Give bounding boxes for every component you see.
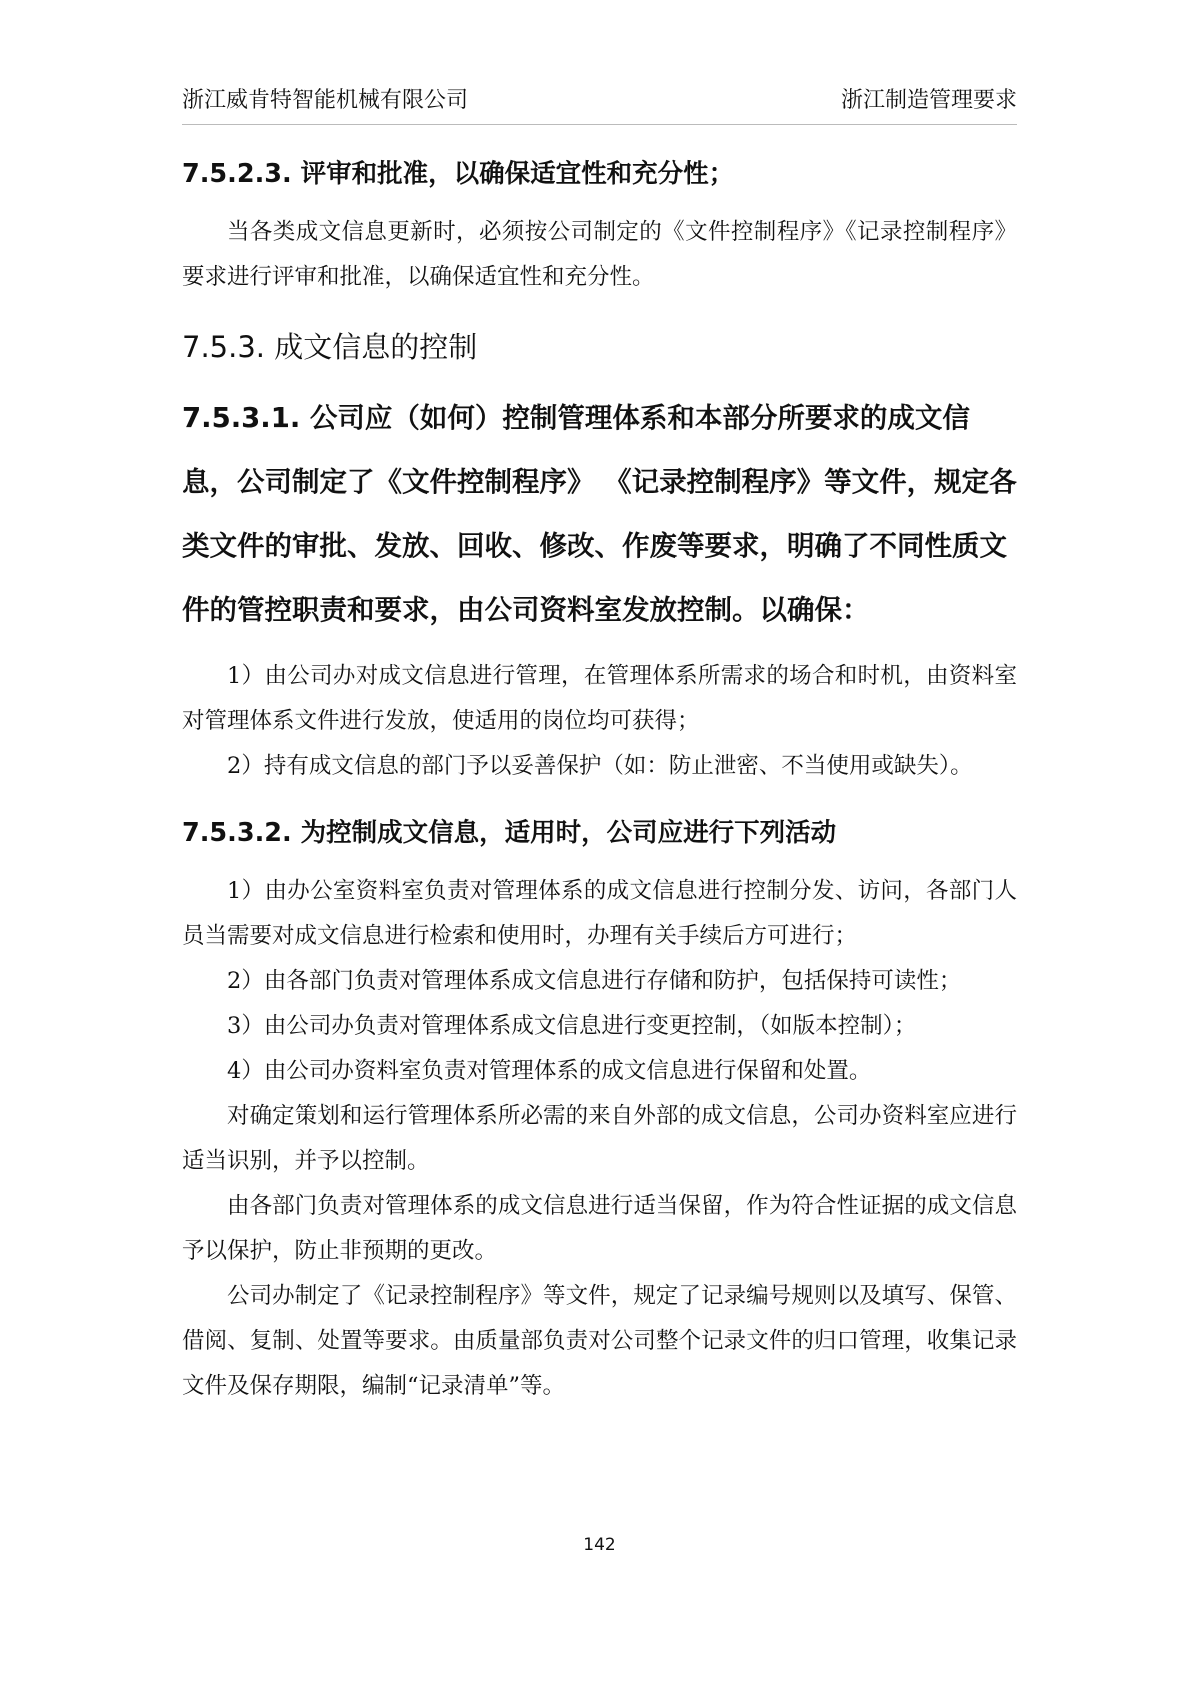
- header-company: 浙江威肯特智能机械有限公司: [182, 88, 469, 113]
- page-content: [182, 150, 1017, 1409]
- heading-7-5-3: 7.5.3. 成文信息的控制: [182, 330, 478, 364]
- page-number: 142: [583, 1535, 616, 1555]
- list-item-7-5-3-1-1: 1）由公司办对成文信息进行管理，在管理体系所需求的场合和时机，由资料室对管理体系文件进行发放，使适用的岗位均可获得；: [182, 663, 1017, 734]
- page-header: [182, 86, 1017, 116]
- list-item-7-5-3-2-3: 3）由公司办负责对管理体系成文信息进行变更控制，（如版本控制）；: [227, 1013, 917, 1039]
- list-item-7-5-3-2-4: 4）由公司办资料室负责对管理体系的成文信息进行保留和处置。: [227, 1058, 872, 1084]
- paragraph-7-5-2-3: 当各类成文信息更新时，必须按公司制定的《文件控制程序》《记录控制程序》要求进行评审和批准，以确保适宜性和充分性。: [182, 219, 1017, 290]
- heading-7-5-2-3: 7.5.2.3. 评审和批准，以确保适宜性和充分性；: [182, 159, 735, 189]
- heading-7-5-3-2: 7.5.3.2. 为控制成文信息，适用时，公司应进行下列活动: [182, 818, 837, 848]
- list-item-7-5-3-2-2: 2）由各部门负责对管理体系成文信息进行存储和防护，包括保持可读性；: [227, 968, 962, 994]
- paragraph-record-control: 公司办制定了《记录控制程序》等文件，规定了记录编号规则以及填写、保管、借阅、复制、处置等要求。由质量部负责对公司整个记录文件的归口管理，收集记录文件及保存期限，编制“记录清单”等。: [182, 1283, 1017, 1399]
- header-divider: [182, 124, 1017, 125]
- header-doc-title: 浙江制造管理要求: [840, 88, 1017, 113]
- paragraph-retention: 由各部门负责对管理体系的成文信息进行适当保留，作为符合性证据的成文信息予以保护，防止非预期的更改。: [182, 1193, 1017, 1264]
- paragraph-external-info: 对确定策划和运行管理体系所必需的来自外部的成文信息，公司办资料室应进行适当识别，并予以控制。: [182, 1103, 1017, 1174]
- list-item-7-5-3-2-1: 1）由办公室资料室负责对管理体系的成文信息进行控制分发、访问，各部门人员当需要对成文信息进行检索和使用时，办理有关手续后方可进行；: [182, 878, 1017, 949]
- list-item-7-5-3-1-2: 2）持有成文信息的部门予以妥善保护（如：防止泄密、不当使用或缺失）。: [227, 753, 973, 779]
- heading-7-5-3-1: 7.5.3.1. 公司应（如何）控制管理体系和本部分所要求的成文信息，公司制定了《文件控制程序》 《记录控制程序》等文件，规定各类文件的审批、发放、回收、修改、作废等要求，明确了不同性质文件的管控职责和要求，由公司资料室发放控制。以确保：: [182, 402, 1017, 626]
